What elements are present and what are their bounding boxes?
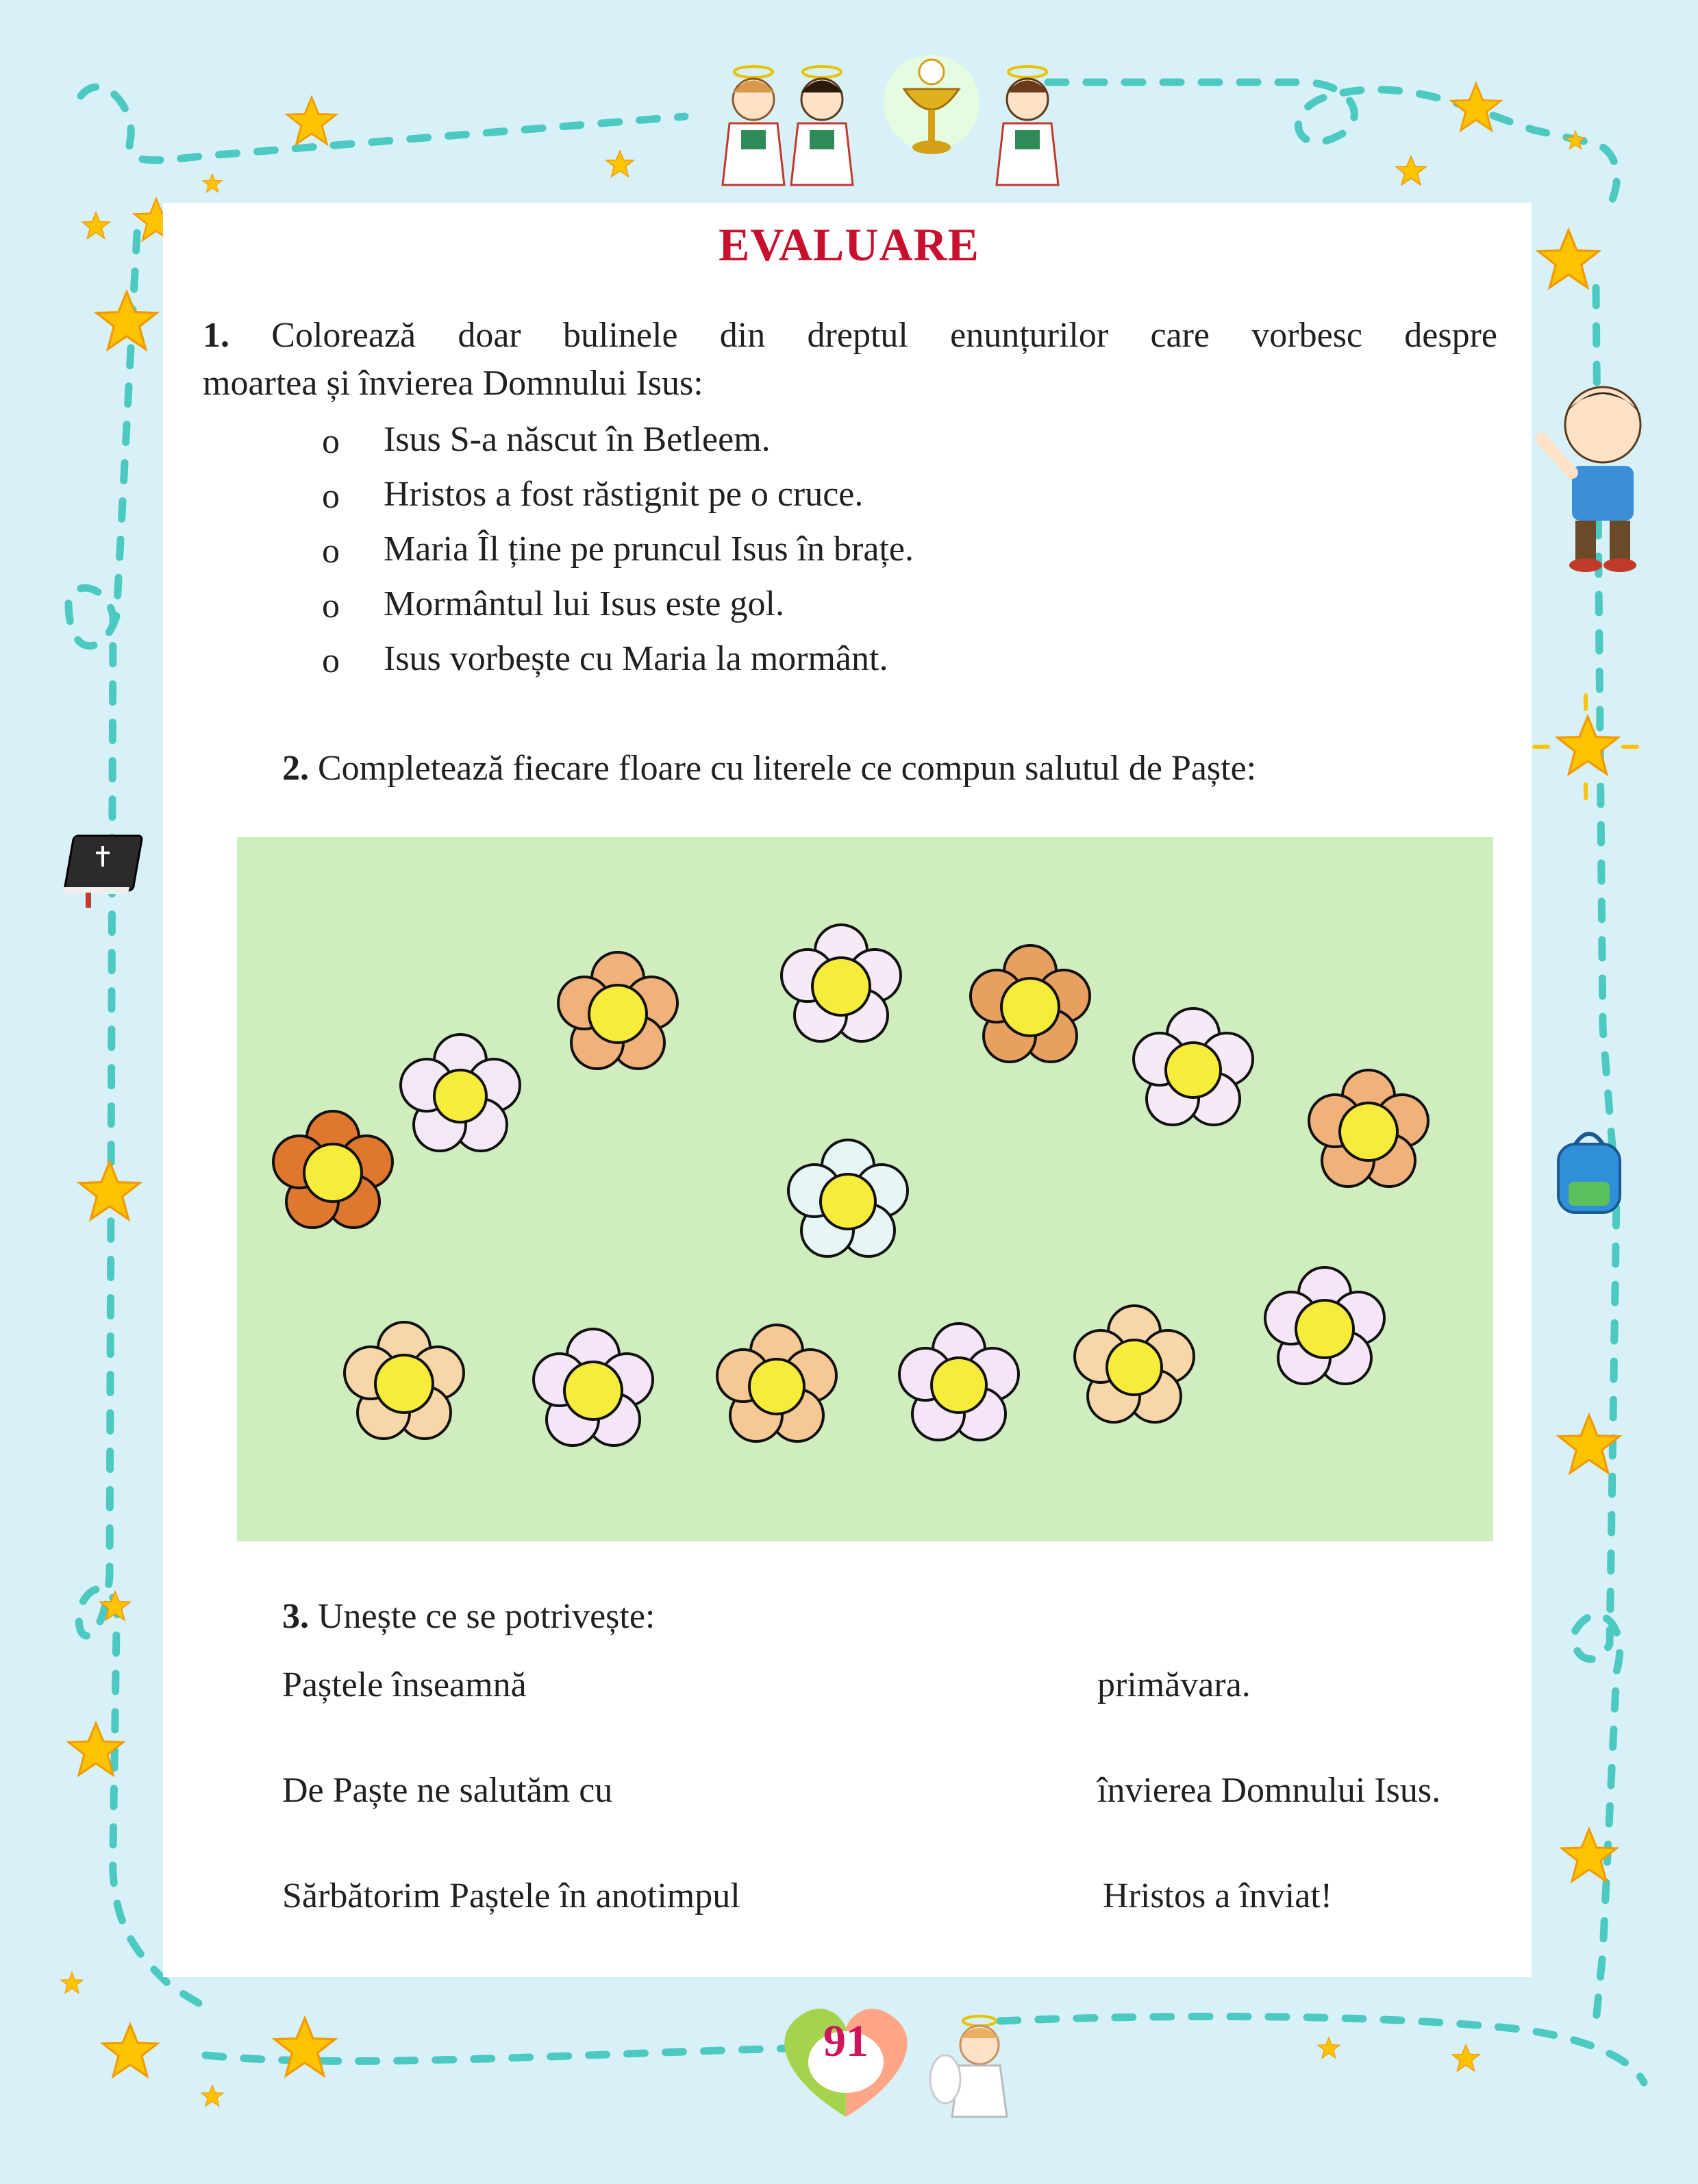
match-left-item[interactable]: De Paște ne salutăm cu bbox=[282, 1771, 613, 1810]
match-left-item[interactable]: Paștele înseamnă bbox=[282, 1665, 527, 1704]
star-icon bbox=[606, 151, 634, 177]
match-left-item[interactable]: Sărbătorim Paștele în anotimpul bbox=[282, 1876, 740, 1915]
answer-bullet[interactable]: o bbox=[322, 532, 340, 571]
star-icon bbox=[1451, 84, 1501, 130]
answer-bullet[interactable]: o bbox=[322, 477, 340, 516]
page-number: 91 bbox=[823, 2016, 869, 2066]
star-icon bbox=[61, 1972, 83, 1993]
exercise2-instruction bbox=[282, 748, 1256, 789]
statement-item: Isus S-a născut în Betleem. bbox=[384, 420, 771, 459]
answer-bullet[interactable]: o bbox=[322, 586, 340, 625]
star-icon bbox=[287, 97, 336, 144]
star-icon bbox=[97, 292, 157, 349]
exercise1-instruction-line1: Colorează doar bulinele din dreptul enunțurilor care vorbesc despre bbox=[271, 316, 1498, 355]
exercise1-instruction-line2: moartea și învierea Domnului Isus: bbox=[203, 364, 703, 403]
exercise1-number: 1. bbox=[203, 316, 229, 355]
star-icon bbox=[201, 2085, 223, 2106]
page-title: EVALUARE bbox=[719, 219, 979, 271]
star-icon bbox=[1452, 2045, 1479, 2071]
statement-item: Isus vorbește cu Maria la mormânt. bbox=[384, 639, 888, 678]
bible-icon bbox=[62, 836, 142, 908]
answer-bullet[interactable]: o bbox=[322, 641, 340, 680]
statement-item: Maria Îl ține pe pruncul Isus în brațe. bbox=[384, 530, 914, 569]
dash-top-right bbox=[1048, 82, 1616, 206]
answer-bullet[interactable]: o bbox=[322, 422, 340, 461]
match-right-item[interactable]: învierea Domnului Isus. bbox=[1097, 1771, 1441, 1810]
dash-top-left bbox=[81, 87, 685, 160]
praying-angel-icon bbox=[930, 2016, 1007, 2117]
angel-icon bbox=[791, 66, 853, 185]
statement-item: Mormântul lui Isus este gol. bbox=[384, 584, 784, 623]
flowers-drawing bbox=[237, 837, 1493, 1541]
star-icon bbox=[1558, 717, 1618, 774]
statement-item: Hristos a fost răstignit pe o cruce. bbox=[384, 475, 864, 514]
star-icon bbox=[1318, 2037, 1340, 2058]
chalice-icon bbox=[884, 55, 979, 154]
exercise3-instruction-text: Unește ce se potrivește: bbox=[318, 1597, 656, 1636]
star-icon bbox=[275, 2018, 335, 2076]
star-icon bbox=[1396, 156, 1426, 185]
star-icon bbox=[79, 1162, 140, 1219]
star-icon bbox=[103, 2024, 158, 2076]
star-icon bbox=[1566, 131, 1585, 149]
dash-bottom-right bbox=[1000, 2016, 1644, 2083]
match-right-item[interactable]: Hristos a înviat! bbox=[1103, 1876, 1333, 1915]
angel-icon bbox=[723, 66, 784, 185]
exercise1-instruction bbox=[203, 308, 1497, 363]
star-icon bbox=[1559, 1415, 1619, 1473]
match-right-item[interactable]: primăvara. bbox=[1097, 1665, 1251, 1704]
star-icon bbox=[203, 174, 222, 193]
star-icon bbox=[1562, 1829, 1616, 1881]
exercise2-number: 2. bbox=[282, 749, 309, 788]
exercise3-number: 3. bbox=[282, 1597, 309, 1636]
exercise2-instruction-text: Completează fiecare floare cu literele ce compun salutul de Paște: bbox=[318, 749, 1257, 788]
boy-icon bbox=[1541, 387, 1640, 572]
backpack-icon bbox=[1558, 1134, 1620, 1213]
exercise3-instruction bbox=[282, 1596, 655, 1637]
